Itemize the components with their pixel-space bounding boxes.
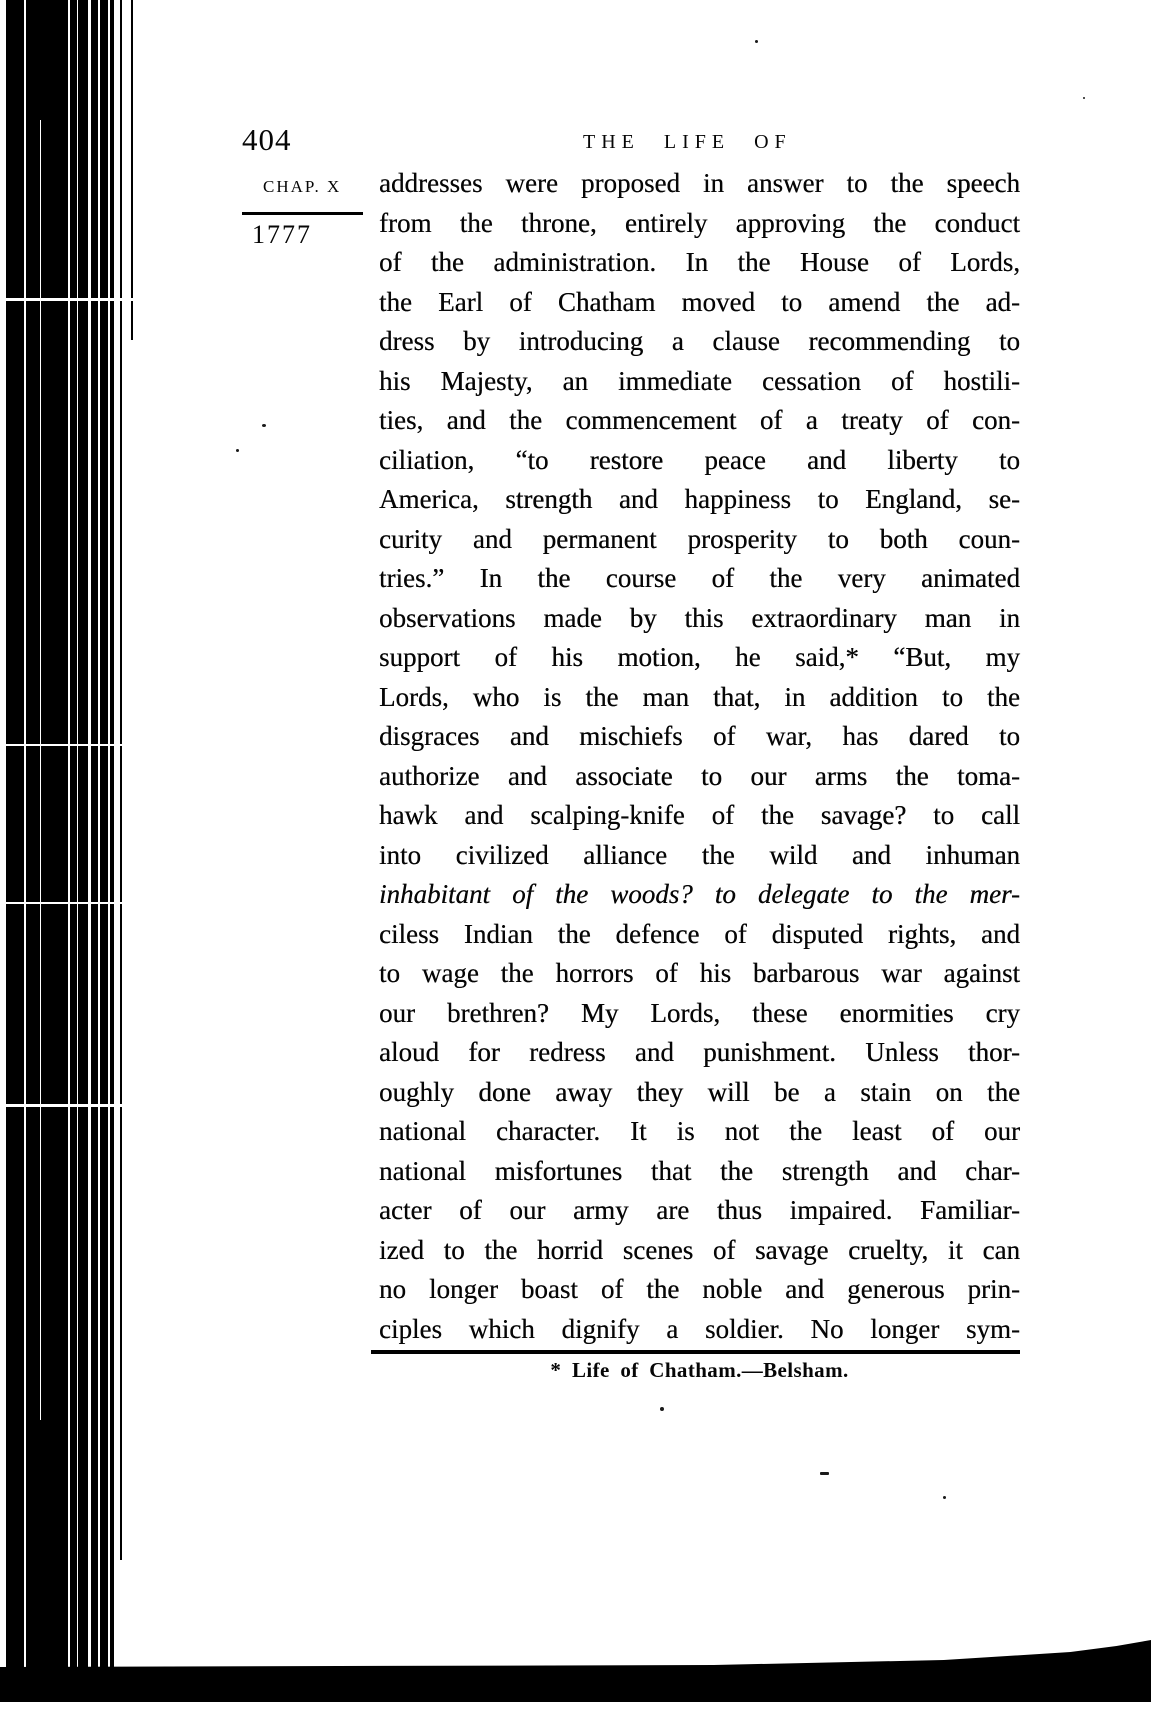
- body-line: America, strength and happiness to England, se-: [379, 484, 1020, 514]
- scan-bottom-edge: [0, 1640, 1151, 1702]
- chapter-label: CHAP. X: [263, 177, 342, 196]
- body-line: tries.” In the course of the very animated: [379, 563, 1020, 593]
- body-line: support of his motion, he said,* “But, my: [379, 642, 1020, 672]
- scan-speck: [262, 424, 266, 427]
- body-line: oughly done away they will be a stain on the: [379, 1076, 1020, 1107]
- body-line: the Earl of Chatham moved to amend the ad-: [379, 286, 1020, 317]
- scan-speck: [943, 1496, 946, 1499]
- body-line: our brethren? My Lords, these enormities cry: [379, 997, 1020, 1028]
- body-line: hawk and scalping-knife of the savage? to call: [379, 800, 1020, 830]
- body-line: curity and permanent prosperity to both coun-: [379, 523, 1020, 554]
- body-line: addresses were proposed in answer to the speech: [379, 168, 1020, 198]
- body-line: ties, and the commencement of a treaty of con-: [379, 405, 1020, 435]
- body-line: national misfortunes that the strength and char-: [379, 1155, 1020, 1186]
- body-line: from the throne, entirely approving the conduct: [379, 207, 1020, 238]
- footnote-rule: [371, 1350, 1020, 1354]
- scan-speck: [660, 1407, 664, 1411]
- body-line: into civilized alliance the wild and inhuman: [379, 839, 1020, 870]
- body-line: disgraces and mischiefs of war, has dared to: [379, 721, 1020, 751]
- body-line: acter of our army are thus impaired. Familiar-: [379, 1195, 1020, 1225]
- page-number: 404: [242, 122, 292, 157]
- body-line: ciples which dignify a soldier. No longer sym-: [379, 1313, 1020, 1344]
- scan-speck: [755, 40, 758, 43]
- body-line: national character. It is not the least of our: [379, 1116, 1020, 1146]
- running-title: THE LIFE OF: [583, 131, 792, 153]
- body-line: ized to the horrid scenes of savage cruelty, it can: [379, 1234, 1020, 1265]
- body-line: Lords, who is the man that, in addition to the: [379, 681, 1020, 712]
- footnote: * Life of Chatham.—Belsham.: [550, 1358, 849, 1382]
- body-line: observations made by this extraordinary man in: [379, 602, 1020, 633]
- scan-speck: [820, 1472, 829, 1475]
- chapter-rule: [242, 212, 363, 215]
- body-line: dress by introducing a clause recommending to: [379, 326, 1020, 356]
- body-line: authorize and associate to our arms the toma-: [379, 760, 1020, 791]
- body-line: no longer boast of the noble and generous prin-: [379, 1274, 1020, 1304]
- body-line: ciless Indian the defence of disputed rights, and: [379, 918, 1020, 949]
- body-text: [379, 164, 1020, 1349]
- body-line: inhabitant of the woods? to delegate to the mer-: [379, 879, 1020, 909]
- body-line: to wage the horrors of his barbarous war against: [379, 958, 1020, 988]
- scan-gutter-artifact: [0, 0, 140, 1672]
- scan-speck: [1083, 97, 1085, 99]
- body-line: of the administration. In the House of Lords,: [379, 247, 1020, 277]
- body-line: aloud for redress and punishment. Unless thor-: [379, 1037, 1020, 1067]
- body-line: his Majesty, an immediate cessation of hostili-: [379, 365, 1020, 396]
- year-label: 1777: [252, 220, 312, 249]
- body-line: ciliation, “to restore peace and liberty to: [379, 444, 1020, 475]
- scan-speck: [236, 449, 239, 452]
